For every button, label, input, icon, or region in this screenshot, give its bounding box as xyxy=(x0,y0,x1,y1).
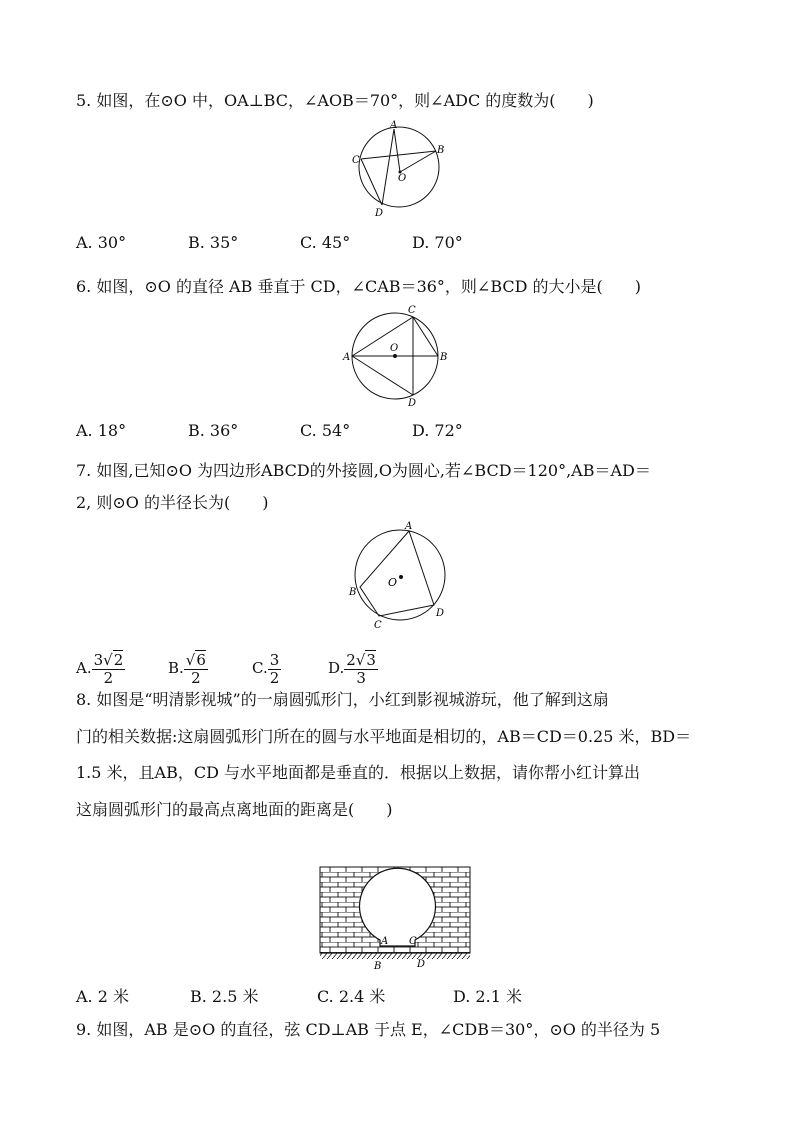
q8-option-c[interactable]: C. 2.4 米 xyxy=(317,987,386,1006)
q8-label-C: C xyxy=(409,936,417,947)
q7-b-radicand: 6 xyxy=(196,651,206,669)
q7-d-den: 3 xyxy=(356,668,366,687)
q8-ground-hatch xyxy=(320,953,470,959)
q7-label-O: O xyxy=(388,576,398,589)
q7-label-D: D xyxy=(436,608,445,619)
q8-line3: 1.5 米，且AB，CD 与水平地面都是垂直的．根据以上数据，请你帮小红计算出 xyxy=(76,763,641,782)
q5-label-D: D xyxy=(375,208,384,219)
q6-option-d[interactable]: D. 72° xyxy=(412,421,463,440)
q5-label-C: C xyxy=(352,155,360,166)
q8-label-A: A xyxy=(381,936,389,947)
q6-option-a[interactable]: A. 18° xyxy=(76,421,127,440)
q6-label-B: B xyxy=(440,352,448,363)
q5-stem: 5. 如图，在⊙O 中，OA⊥BC，∠AOB＝70°，则∠ADC 的度数为( ) xyxy=(76,91,594,110)
q6-label-C: C xyxy=(408,305,416,316)
q6-label-O: O xyxy=(390,343,399,354)
q7-option-b[interactable] xyxy=(168,652,208,686)
q7-option-a-value: $\frac{3√2}{2}$ xyxy=(93,651,124,687)
q7-option-a-prefix: A. xyxy=(76,659,92,677)
q7-option-c-prefix: C. xyxy=(252,659,268,677)
q5-segment-CD xyxy=(361,159,382,205)
q6-segment-AD xyxy=(352,356,413,395)
q8-line4: 这扇圆弧形门的最高点离地面的距离是( ) xyxy=(76,800,393,819)
q7-circle xyxy=(355,530,445,620)
q8-option-d[interactable]: D. 2.1 米 xyxy=(453,987,522,1006)
q7-a-coef: 3 xyxy=(93,651,104,669)
q7-option-d-prefix: D. xyxy=(328,659,345,677)
q6-label-D: D xyxy=(408,398,417,409)
q8-line1: 8. 如图是“明清影视城”的一扇圆弧形门，小红到影视城游玩，他了解到这扇 xyxy=(76,690,609,709)
q5-label-A: A xyxy=(390,120,398,131)
q8-figure xyxy=(318,862,474,974)
q7-option-a[interactable] xyxy=(76,652,125,686)
q6-option-c[interactable]: C. 54° xyxy=(300,421,351,440)
q5-label-B: B xyxy=(437,145,445,156)
q7-b-den: 2 xyxy=(191,668,201,687)
q6-center-point xyxy=(393,354,397,358)
q8-label-B: B xyxy=(374,961,382,972)
q7-d-coef: 2 xyxy=(346,651,356,669)
q5-option-b[interactable]: B. 35° xyxy=(188,233,239,252)
q7-option-d[interactable] xyxy=(328,652,378,686)
q7-option-c[interactable] xyxy=(252,652,281,686)
q7-option-c-value xyxy=(268,652,282,686)
q7-stem-line1: 7. 如图,已知⊙O 为四边形ABCD的外接圆,O为圆心,若∠BCD＝120°,AB＝AD＝ xyxy=(76,461,651,480)
q7-a-den: 2 xyxy=(103,668,114,687)
q6-segment-CB xyxy=(413,317,438,356)
q7-figure xyxy=(343,518,455,636)
q5-label-O: O xyxy=(398,173,407,184)
q7-label-B: B xyxy=(349,587,357,598)
q7-option-b-value: $\frac{√6}{2}$ xyxy=(185,651,206,687)
q5-segment-OA xyxy=(394,129,400,172)
q7-d-radicand: 3 xyxy=(366,651,376,669)
q7-option-b-prefix: B. xyxy=(168,659,184,677)
q6-label-A: A xyxy=(343,352,351,363)
q7-label-C: C xyxy=(374,620,382,631)
q8-option-a[interactable]: A. 2 米 xyxy=(76,987,129,1006)
q7-center-point xyxy=(399,575,403,579)
q7-quadrilateral-ABCD xyxy=(360,531,434,616)
q7-a-radicand: 2 xyxy=(113,651,124,669)
q6-option-b[interactable]: B. 36° xyxy=(188,421,239,440)
q8-line2: 门的相关数据:这扇圆弧形门所在的圆与水平地面是相切的，AB＝CD＝0.25 米，BD＝ xyxy=(76,727,692,746)
q5-option-c[interactable]: C. 45° xyxy=(300,233,351,252)
q7-label-A: A xyxy=(405,521,413,532)
q7-option-d-value: $\frac{2√3}{3}$ xyxy=(346,651,376,687)
q5-option-a[interactable]: A. 30° xyxy=(76,233,127,252)
q7-stem-line2: 2, 则⊙O 的半径长为( ) xyxy=(76,493,269,512)
q9-stem: 9. 如图，AB 是⊙O 的直径，弦 CD⊥AB 于点 E，∠CDB＝30°，⊙O 的半径为 5 xyxy=(76,1020,661,1039)
q6-stem: 6. 如图，⊙O 的直径 AB 垂直于 CD，∠CAB＝36°，则∠BCD 的大小是( ) xyxy=(76,277,642,296)
q7-c-den: 2 xyxy=(269,668,280,687)
q5-figure xyxy=(345,118,450,223)
q6-figure xyxy=(338,302,456,410)
q5-segment-AD xyxy=(382,129,394,205)
q8-option-b[interactable]: B. 2.5 米 xyxy=(190,987,259,1006)
q6-segment-AC xyxy=(352,317,413,356)
q7-c-num: 3 xyxy=(269,651,280,669)
q8-arch-door xyxy=(360,868,436,946)
q5-option-d[interactable]: D. 70° xyxy=(412,233,463,252)
q8-label-D: D xyxy=(417,959,426,970)
